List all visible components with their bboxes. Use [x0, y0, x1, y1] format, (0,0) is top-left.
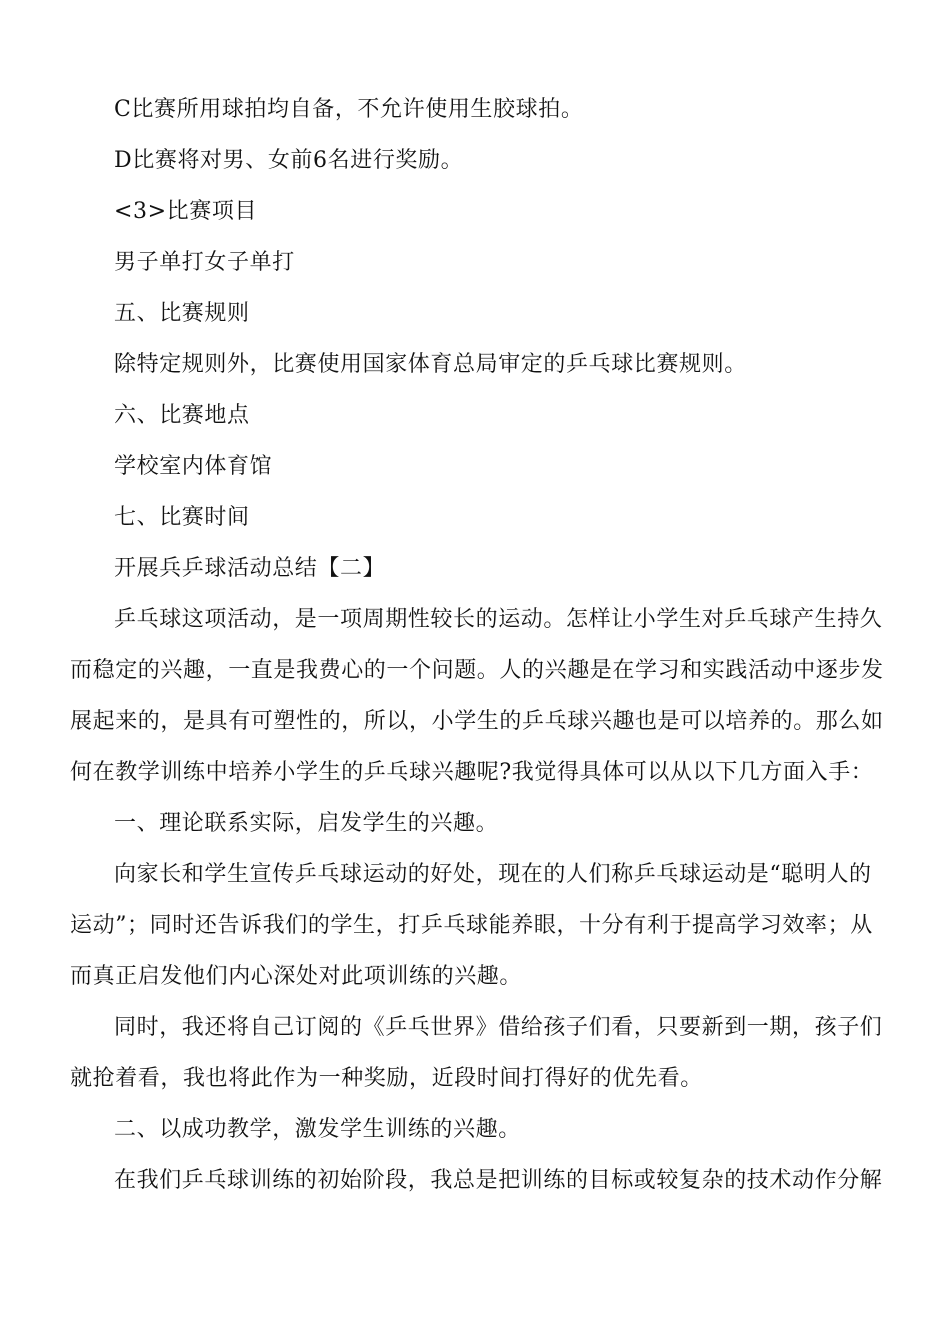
text-line-3: <3>比赛项目 [114, 199, 258, 224]
text-line-4: 男子单打女子单打 [114, 250, 295, 275]
paragraph-line: 运动”；同时还告诉我们的学生，打乒乓球能养眼，十分有利于提高学习效率；从 [70, 913, 873, 938]
paragraph-line: 展起来的，是具有可塑性的，所以，小学生的乒乓球兴趣也是可以培养的。那么如 [70, 709, 884, 734]
paragraph-line: 同时，我还将自己订阅的《乒乓世界》借给孩子们看，只要新到一期，孩子们 [114, 1015, 883, 1040]
section-heading-location: 六、比赛地点 [114, 403, 250, 428]
paragraph-line: 而真正启发他们内心深处对此项训练的兴趣。 [70, 964, 523, 989]
text-line-8: 学校室内体育馆 [114, 454, 273, 479]
paragraph-line: 何在教学训练中培养小学生的乒乓球兴趣呢?我觉得具体可以从以下几方面入手： [70, 760, 874, 785]
paragraph-line: 乒乓球这项活动，是一项周期性较长的运动。怎样让小学生对乒乓球产生持久 [114, 607, 883, 632]
text-line-6: 除特定规则外，比赛使用国家体育总局审定的乒乓球比赛规则。 [114, 352, 747, 377]
paragraph-line: 向家长和学生宣传乒乓球运动的好处，现在的人们称乒乓球运动是“聪明人的 [114, 862, 872, 887]
section-heading-time: 七、比赛时间 [114, 505, 250, 530]
text-line-2: D比赛将对男、女前6名进行奖励。 [114, 148, 464, 173]
section-heading-rules: 五、比赛规则 [114, 301, 250, 326]
section-heading-success: 二、以成功教学，激发学生训练的兴趣。 [114, 1117, 521, 1142]
paragraph-line: 而稳定的兴趣，一直是我费心的一个问题。人的兴趣是在学习和实践活动中逐步发 [70, 658, 884, 683]
paragraph-line: 就抢着看，我也将此作为一种奖励，近段时间打得好的优先看。 [70, 1066, 703, 1091]
text-line-1: C比赛所用球拍均自备，不允许使用生胶球拍。 [114, 97, 584, 122]
section-heading-theory: 一、理论联系实际，启发学生的兴趣。 [114, 811, 499, 836]
document-subtitle: 开展兵乒球活动总结【二】 [114, 556, 386, 581]
paragraph-line: 在我们乒乓球训练的初始阶段，我总是把训练的目标或较复杂的技术动作分解 [114, 1168, 883, 1193]
